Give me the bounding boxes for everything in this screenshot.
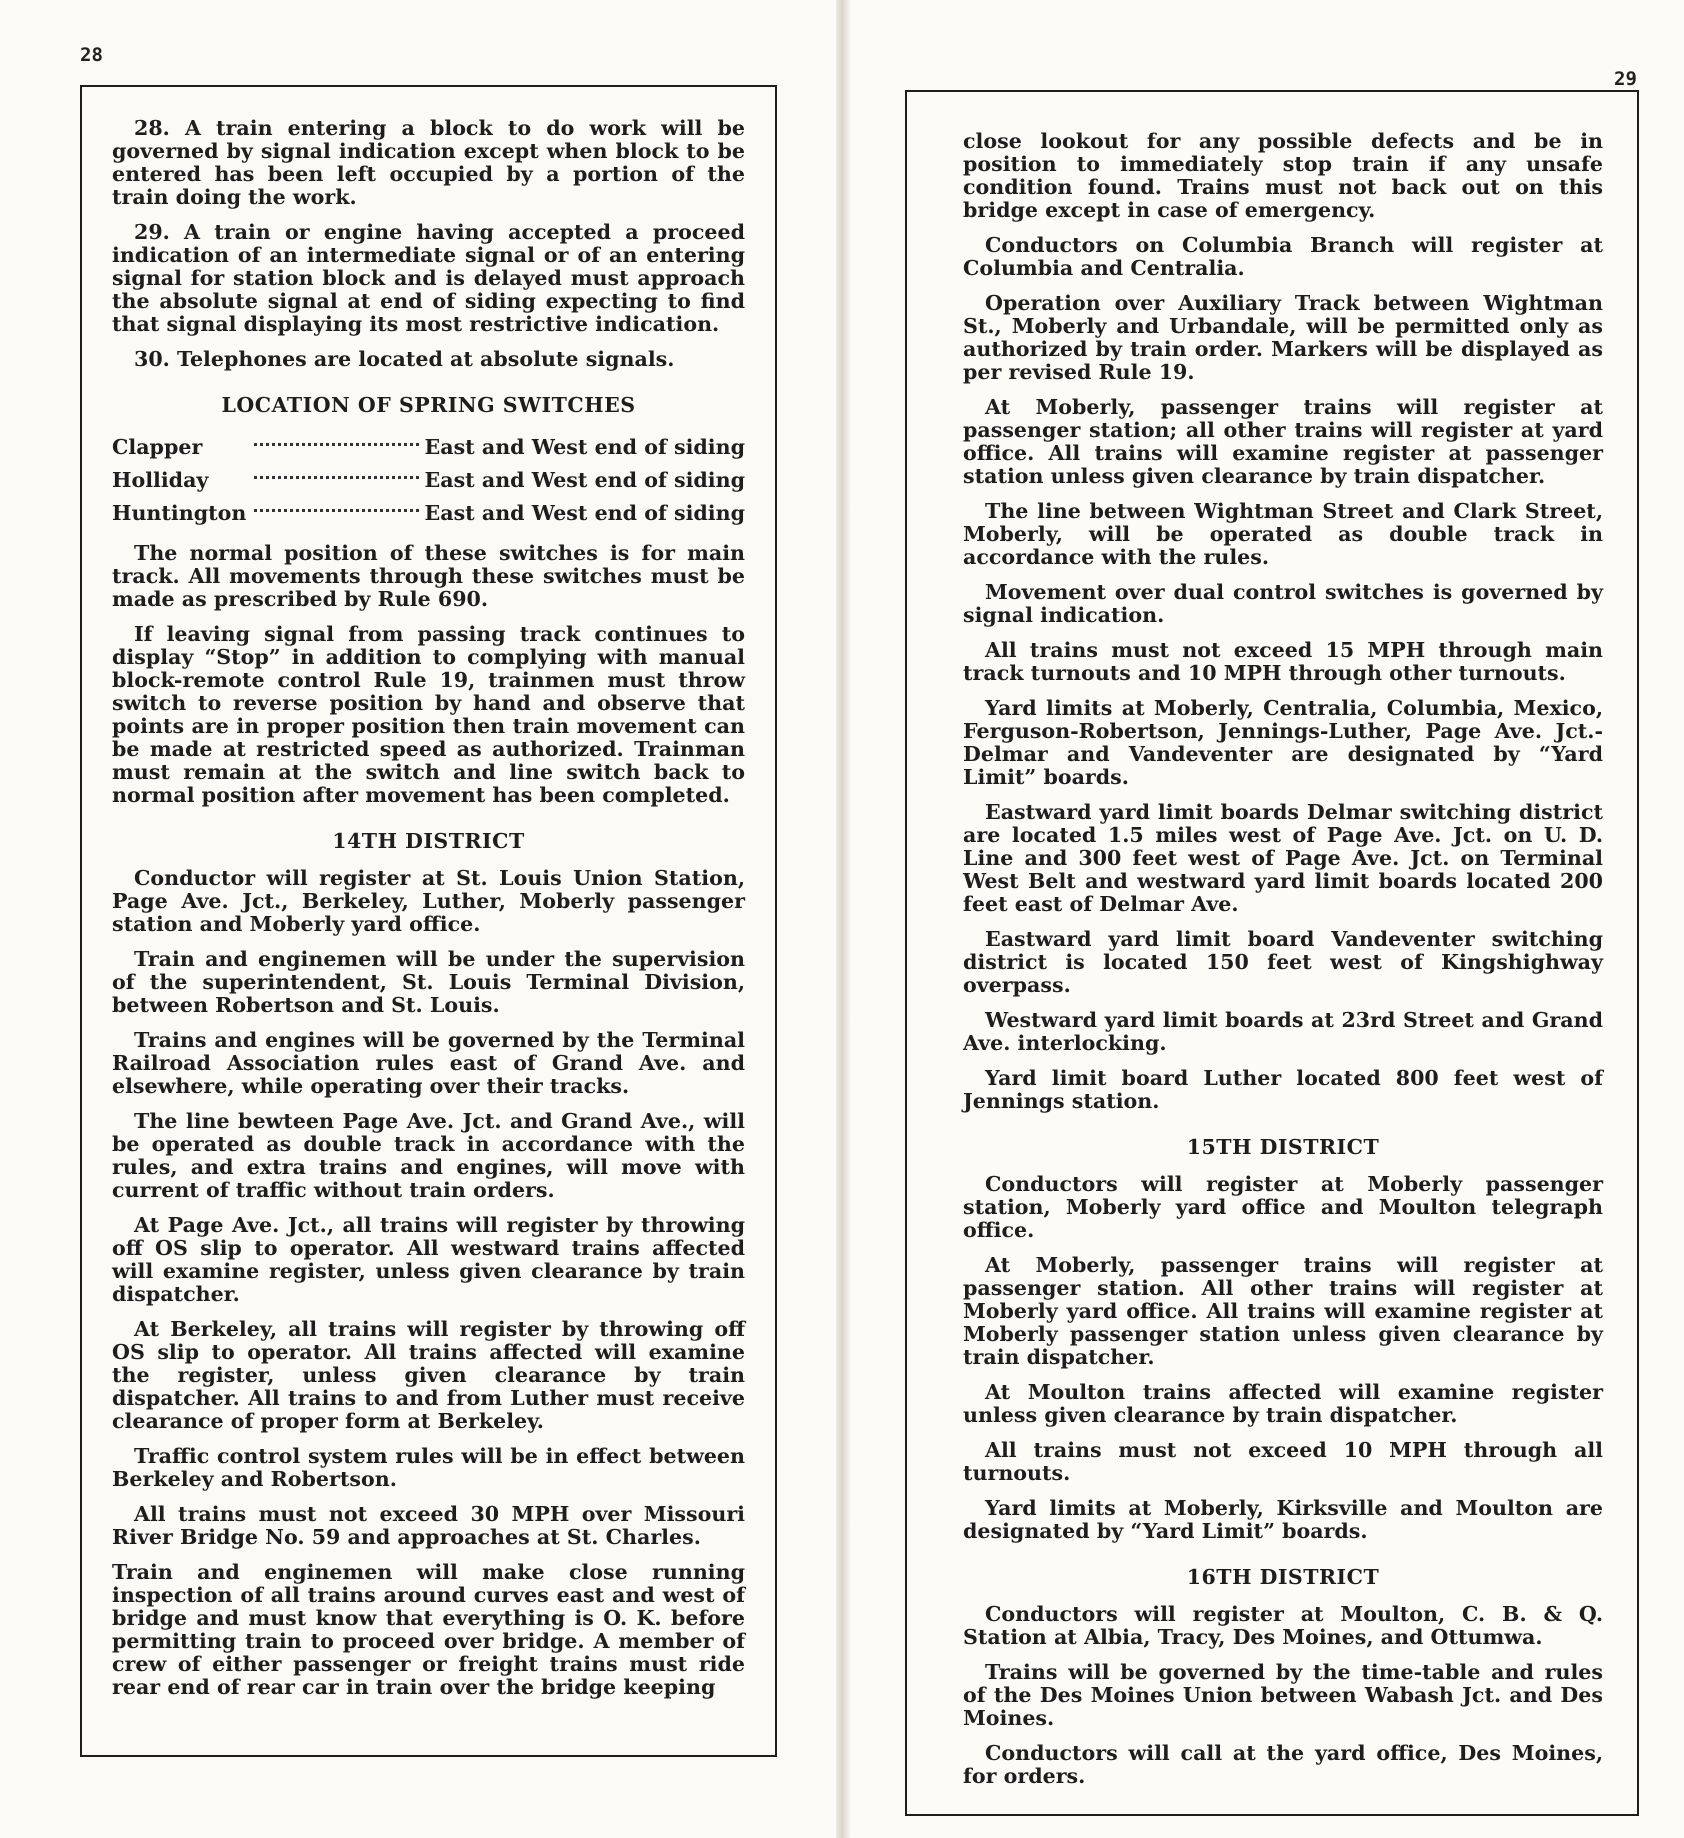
bold-paragraph: Yard limits at Moberly, Centralia, Columbia, Mexico, Ferguson-Robertson, Jennings-Luther, Page Ave. Jct.-Delmar and Vandeventer are designated by “Yard Limit” boards. — [963, 696, 1603, 789]
paragraph: Conductors will call at the yard office, Des Moines, for orders. — [963, 1741, 1603, 1788]
right-text-section — [963, 130, 1603, 1788]
dot-leader — [250, 431, 422, 464]
paragraph: Eastward yard limit board Vandeventer switching district is located 150 feet west of Kingshighway overpass. — [963, 927, 1603, 997]
paragraph: 30. Telephones are located at absolute signals. — [134, 347, 675, 371]
dot-leader — [250, 464, 422, 497]
paragraph: Yard limit board Luther located 800 feet west of Jennings station. — [963, 1066, 1603, 1113]
left-text-frame — [80, 85, 777, 1757]
paragraph: The line between Wightman Street and Clark Street, Moberly, will be operated as double track in accordance with the rules. — [963, 499, 1603, 569]
paragraph: Trains will be governed by the time-table and rules of the Des Moines Union between Wabash Jct. and Des Moines. — [963, 1660, 1603, 1730]
paragraph: Conductors on Columbia Branch will register at Columbia and Centralia. — [963, 233, 1603, 280]
paragraph: All trains must not exceed 15 MPH through main track turnouts and 10 MPH through other turnouts. — [963, 638, 1603, 685]
spring-switches-table — [112, 431, 745, 530]
paragraph: Train and enginemen will be under the supervision of the superintendent, St. Louis Terminal Division, between Robertson and St. Louis. — [112, 947, 745, 1017]
paragraph: At Moberly, passenger trains will register at passenger station; all other trains will register at yard office. All trains will examine register at passenger station unless given clearance by train dispatcher. — [963, 395, 1603, 488]
dot-leader — [250, 497, 422, 530]
section-heading: 16TH DISTRICT — [1186, 1565, 1380, 1589]
paragraph: Train and enginemen will make close running inspection of all trains around curves east and west of bridge and must know that everything is O. K. before permitting train to proceed over bridge. A member of crew of either passenger or freight trains must ride rear end of rear car in train over the bridge keeping — [112, 1560, 745, 1699]
page-number-left: 28 — [80, 44, 103, 66]
paragraph: All trains must not exceed 10 MPH through all turnouts. — [963, 1438, 1603, 1485]
section-heading: 15TH DISTRICT — [1186, 1135, 1380, 1159]
switch-station: Holliday — [112, 468, 209, 492]
right-text-frame — [905, 90, 1639, 1816]
switch-row — [112, 431, 745, 464]
paragraph: Conductor will register at St. Louis Union Station, Page Ave. Jct., Berkeley, Luther, Moberly passenger station and Moberly yard office. — [112, 866, 745, 936]
section-heading: LOCATION OF SPRING SWITCHES — [221, 393, 636, 417]
paragraph: 29. A train or engine having accepted a proceed indication of an intermediate signal or of an entering signal for station block and is delayed must approach the absolute signal at end of siding expecting to find that signal displaying its most restrictive indication. — [112, 220, 745, 336]
paragraph: At Moberly, passenger trains will register at passenger station. All other trains will register at Moberly yard office. All trains will examine register at Moberly passenger station unless given clearance by train dispatcher. — [963, 1253, 1603, 1369]
paragraph: Movement over dual control switches is governed by signal indication. — [963, 580, 1603, 627]
switch-station: Huntington — [112, 501, 247, 525]
page-number-right: 29 — [1614, 68, 1637, 90]
switch-row — [112, 497, 745, 530]
paragraph: Eastward yard limit boards Delmar switching district are located 1.5 miles west of Page Ave. Jct. on U. D. Line and 300 feet west of Page Ave. Jct. on Terminal West Belt and westward yard limit boards located 200 feet east of Delmar Ave. — [963, 800, 1603, 916]
paragraph: Operation over Auxiliary Track between Wightman St., Moberly and Urbandale, will be permitted only as authorized by train order. Markers will be displayed as per revised Rule 19. — [963, 291, 1603, 384]
paragraph: The line bewteen Page Ave. Jct. and Grand Ave., will be operated as double track in accordance with the rules, and extra trains and engines, will move with current of traffic without train orders. — [112, 1109, 745, 1202]
paragraph: 28. A train entering a block to do work will be governed by signal indication except when block to be entered has been left occupied by a portion of the train doing the work. — [112, 116, 745, 209]
paragraph: Trains and engines will be governed by the Terminal Railroad Association rules east of Grand Ave. and elsewhere, while operating over their tracks. — [112, 1028, 745, 1098]
paragraph: Conductors will register at Moulton, C. B. & Q. Station at Albia, Tracy, Des Moines, and Ottumwa. — [963, 1602, 1603, 1649]
paragraph: Westward yard limit boards at 23rd Street and Grand Ave. interlocking. — [963, 1008, 1603, 1055]
paragraph: Conductors will register at Moberly passenger station, Moberly yard office and Moulton telegraph office. — [963, 1172, 1603, 1242]
paragraph: close lookout for any possible defects and be in position to immediately stop train if any unsafe condition found. Trains must not back out on this bridge except in case of emergency. — [963, 129, 1603, 222]
left-text-section-2 — [112, 542, 745, 1699]
paragraph: Traffic control system rules will be in effect between Berkeley and Robertson. — [112, 1444, 745, 1491]
paragraph: The normal position of these switches is for main track. All movements through these switches must be made as prescribed by Rule 690. — [112, 541, 745, 611]
paragraph: If leaving signal from passing track continues to display “Stop” in addition to complying with manual block-remote control Rule 19, trainmen must throw switch to reverse position by hand and observe that points are in proper position then train movement can be made at restricted speed as authorized. Trainman must remain at the switch and line switch back to normal position after movement has been completed. — [112, 622, 745, 807]
paragraph: At Moulton trains affected will examine register unless given clearance by train dispatcher. — [963, 1380, 1603, 1427]
paragraph: At Page Ave. Jct., all trains will register by throwing off OS slip to operator. All westward trains affected will examine register, unless given clearance by train dispatcher. — [112, 1213, 745, 1306]
book-gutter — [836, 0, 850, 1838]
section-heading: 14TH DISTRICT — [332, 829, 525, 853]
bold-paragraph: Yard limits at Moberly, Kirksville and Moulton are designated by “Yard Limit” boards. — [963, 1496, 1603, 1543]
switch-station: Clapper — [112, 435, 203, 459]
switch-location: East and West end of siding — [424, 501, 745, 525]
switch-location: East and West end of siding — [424, 435, 745, 459]
switch-location: East and West end of siding — [424, 468, 745, 492]
switch-row — [112, 464, 745, 497]
paragraph: At Berkeley, all trains will register by throwing off OS slip to operator. All trains affected will examine the register, unless given clearance by train dispatcher. All trains to and from Luther must receive clearance of proper form at Berkeley. — [112, 1317, 745, 1433]
left-text-section-1 — [112, 117, 745, 417]
bold-paragraph: All trains must not exceed 30 MPH over Missouri River Bridge No. 59 and approaches at St. Charles. — [112, 1502, 745, 1549]
